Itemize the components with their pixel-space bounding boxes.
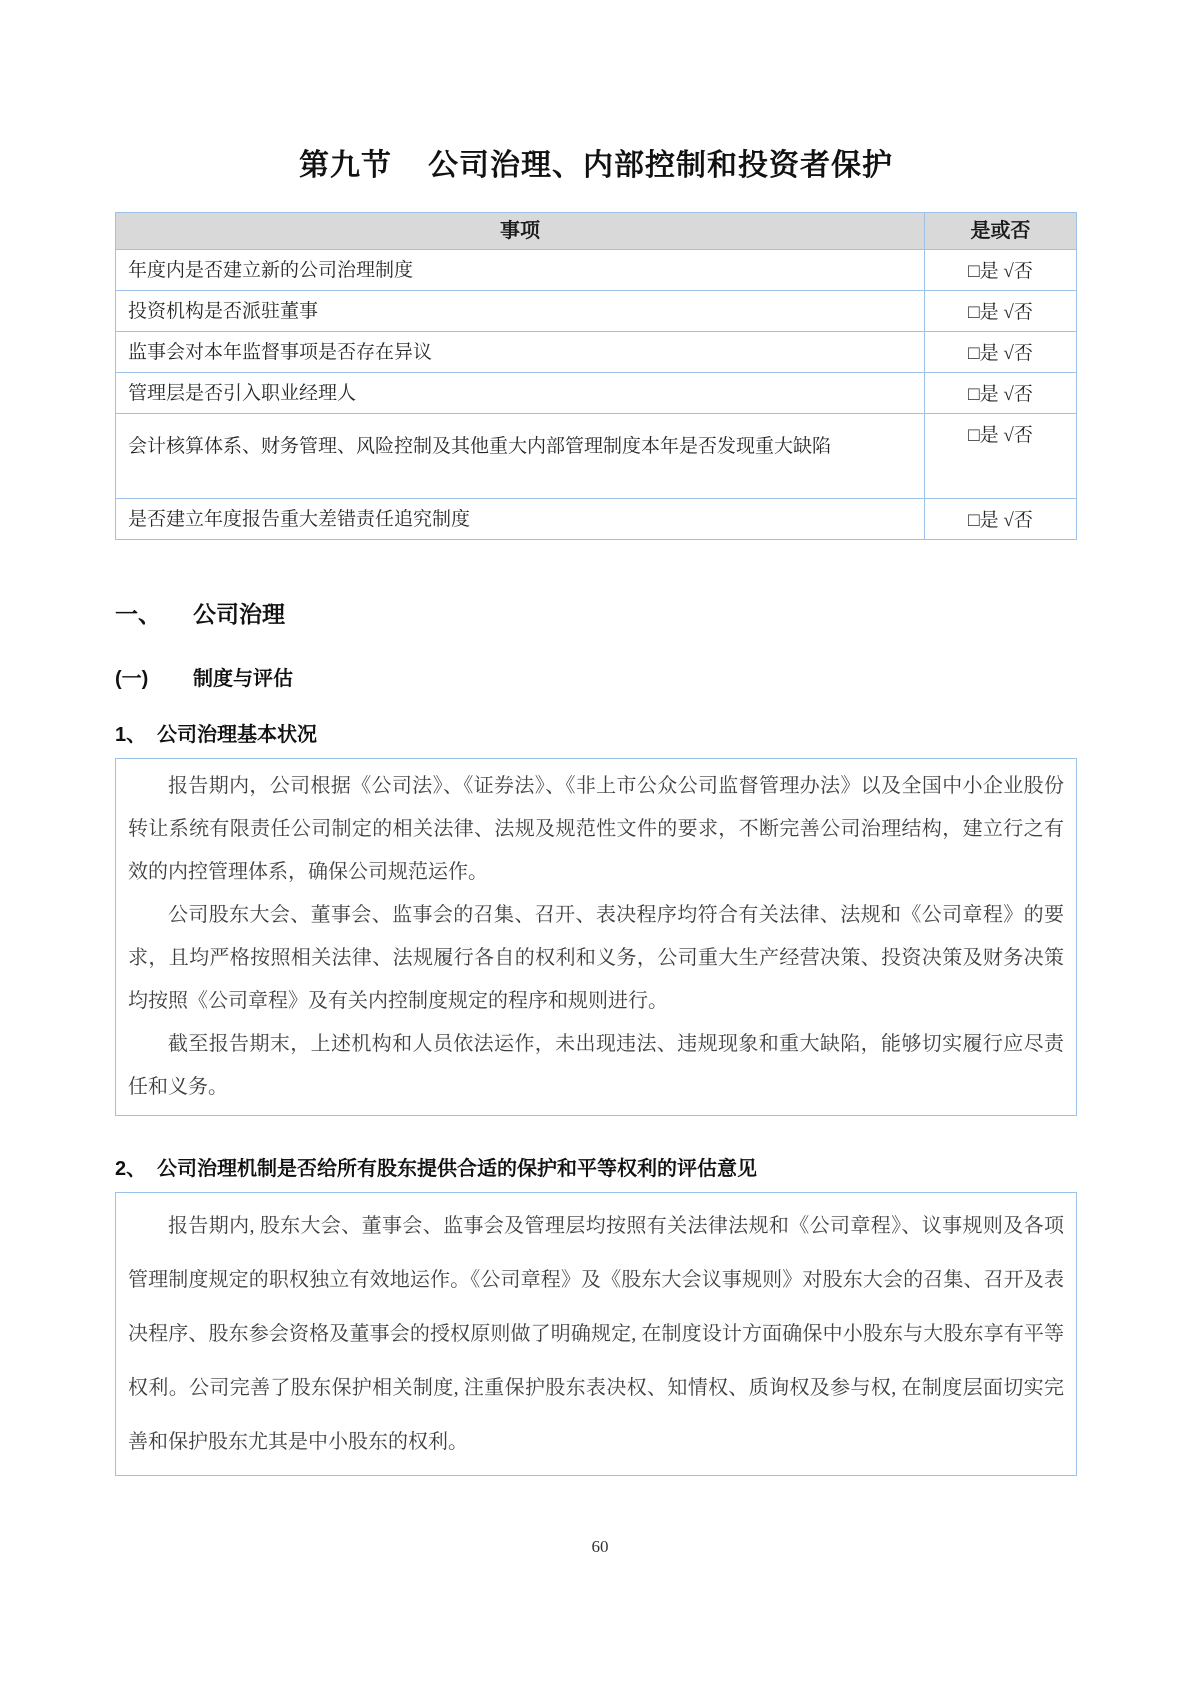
- item-cell: [116, 373, 925, 414]
- heading-number: 2、: [115, 1157, 147, 1180]
- table-row: [116, 291, 1077, 332]
- paragraph: 报告期内, 股东大会、董事会、监事会及管理层均按照有关法律法规和《公司章程》、议事规则及各项管理制度规定的职权独立有效地运作。《公司章程》及《股东大会议事规则》对股东大会的召集、召开及表决程序、股东参会资格及董事会的授权原则做了明确规定, 在制度设计方面确保中小股东与大股东享有平等权利。公司完善了股东保护相关制度, 注重保护股东表决权、知情权、质询权及参与权, 在制度层面切实完善和保护股东尤其是中小股东的权利。: [128, 1214, 1064, 1453]
- yes-no-answer: □是 √否: [968, 425, 1033, 446]
- section-name: 公司治理、内部控制和投资者保护: [428, 149, 893, 182]
- answer-cell: [925, 414, 1077, 499]
- heading-system-and-evaluation: [115, 666, 1077, 692]
- section-number: 第九节: [299, 149, 392, 182]
- heading-text: 公司治理机制是否给所有股东提供合适的保护和平等权利的评估意见: [157, 1157, 757, 1180]
- table-row: [116, 499, 1077, 540]
- governance-status-box: [115, 758, 1077, 1116]
- section-title: [115, 140, 1077, 184]
- item-cell: [116, 332, 925, 373]
- answer-cell: [925, 499, 1077, 540]
- yes-no-answer: □是 √否: [968, 510, 1033, 531]
- heading-number: 一、: [115, 601, 161, 627]
- yes-no-answer: □是 √否: [968, 261, 1033, 282]
- heading-governance-basic-status: [115, 722, 1077, 748]
- paragraph: 截至报告期末，上述机构和人员依法运作，未出现违法、违规现象和重大缺陷，能够切实履行应尽责任和义务。: [128, 1032, 1064, 1098]
- table-row: [116, 373, 1077, 414]
- heading-corporate-governance: [115, 600, 1077, 630]
- answer-cell: [925, 332, 1077, 373]
- heading-text: 公司治理基本状况: [157, 723, 317, 746]
- page-number: 60: [591, 1537, 609, 1556]
- table-row: [116, 250, 1077, 291]
- heading-shareholder-protection-opinion: [115, 1156, 1077, 1182]
- heading-text: 制度与评估: [193, 667, 293, 690]
- answer-cell: [925, 250, 1077, 291]
- item-text: 监事会对本年监督事项是否存在异议: [128, 341, 433, 363]
- heading-text: 公司治理: [193, 601, 285, 627]
- item-text: 会计核算体系、财务管理、风险控制及其他重大内部管理制度本年是否发现重大缺陷: [128, 436, 832, 457]
- item-cell: [116, 291, 925, 332]
- item-text: 管理层是否引入职业经理人: [128, 382, 357, 404]
- yes-no-answer: □是 √否: [968, 384, 1033, 405]
- item-cell: [116, 250, 925, 291]
- paragraph: 报告期内，公司根据《公司法》、《证券法》、《非上市公众公司监督管理办法》以及全国中小企业股份转让系统有限责任公司制定的相关法律、法规及规范性文件的要求，不断完善公司治理结构，建立行之有效的内控管理体系，确保公司规范运作。: [128, 774, 1064, 883]
- yes-no-answer: □是 √否: [968, 302, 1033, 323]
- heading-number: 1、: [115, 723, 147, 746]
- item-text: 投资机构是否派驻董事: [128, 300, 319, 322]
- item-text: 年度内是否建立新的公司治理制度: [128, 259, 414, 281]
- table-row: [116, 414, 1077, 499]
- answer-cell: [925, 291, 1077, 332]
- item-cell: [116, 499, 925, 540]
- table-row: [116, 332, 1077, 373]
- table-header-row: [116, 213, 1077, 250]
- yes-no-answer: □是 √否: [968, 343, 1033, 364]
- answer-cell: [925, 373, 1077, 414]
- item-cell: [116, 414, 925, 499]
- column-header-item: 事项: [116, 213, 925, 250]
- paragraph: 公司股东大会、董事会、监事会的召集、召开、表决程序均符合有关法律、法规和《公司章程》的要求，且均严格按照相关法律、法规履行各自的权利和义务，公司重大生产经营决策、投资决策及财务决策均按照《公司章程》及有关内控制度规定的程序和规则进行。: [128, 903, 1064, 1012]
- item-text: 是否建立年度报告重大差错责任追究制度: [128, 508, 471, 530]
- shareholder-protection-box: [115, 1192, 1077, 1476]
- heading-number: (一): [115, 667, 149, 690]
- column-header-yes-or-no: 是或否: [925, 213, 1077, 250]
- governance-checklist-table: [115, 212, 1077, 540]
